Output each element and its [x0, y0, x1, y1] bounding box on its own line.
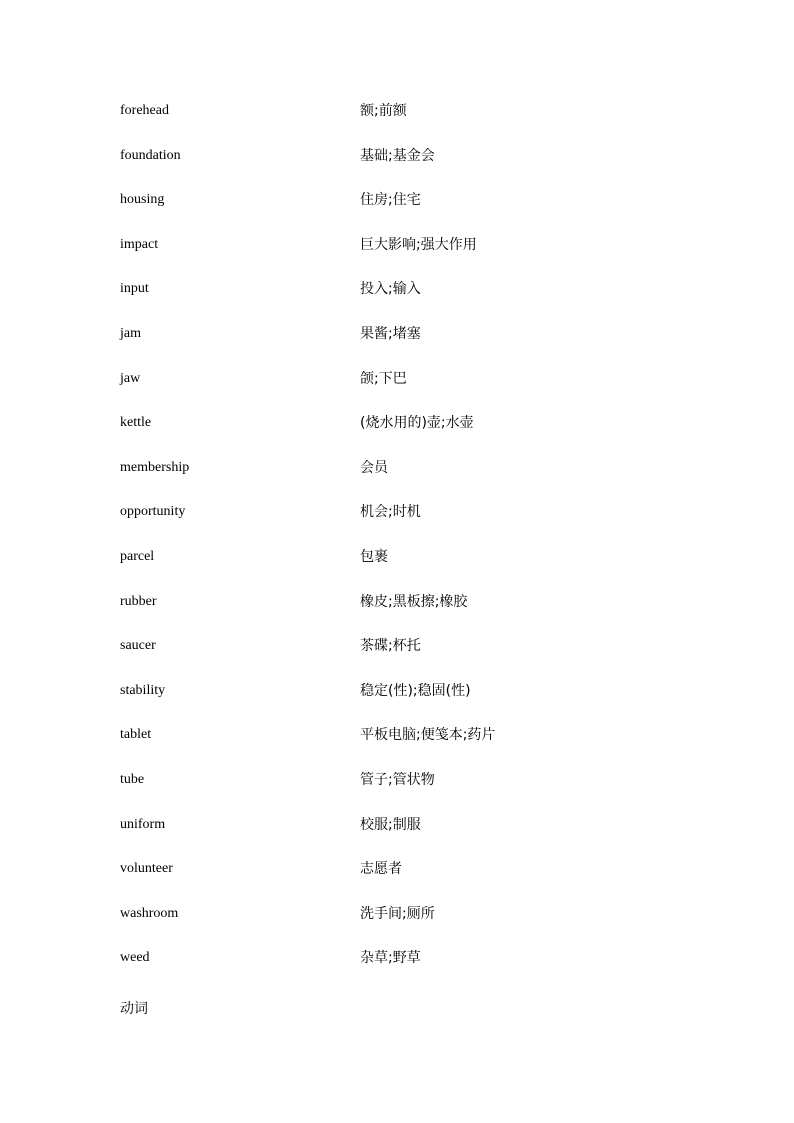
vocab-row — [120, 946, 680, 991]
vocab-row — [120, 590, 680, 635]
vocab-meaning: 基础;基金会 — [360, 147, 435, 164]
vocab-word: stability — [120, 682, 166, 698]
vocab-row — [120, 679, 680, 724]
vocab-meaning: 机会;时机 — [360, 504, 421, 521]
vocab-word: opportunity — [120, 504, 186, 520]
vocab-word: tube — [120, 771, 145, 787]
vocab-word: kettle — [120, 415, 152, 431]
vocab-word: uniform — [120, 816, 166, 832]
vocab-meaning: 巨大影响;强大作用 — [360, 236, 477, 253]
vocab-meaning: 杂草;野草 — [360, 950, 421, 967]
vocab-word: foundation — [120, 147, 181, 163]
vocab-meaning: 茶碟;杯托 — [360, 638, 421, 655]
vocab-row — [120, 813, 680, 858]
vocab-row — [120, 322, 680, 367]
vocab-word: forehead — [120, 103, 169, 118]
vocab-meaning: 校服;制服 — [360, 816, 421, 833]
vocab-word: volunteer — [120, 861, 173, 877]
vocab-meaning: 果酱;堵塞 — [360, 325, 421, 342]
vocab-row — [120, 456, 680, 501]
vocab-meaning: 会员 — [360, 459, 388, 476]
vocab-word: saucer — [120, 638, 156, 654]
vocab-meaning: 颌;下巴 — [360, 370, 407, 387]
vocab-row — [120, 634, 680, 679]
vocab-meaning: 橡皮;黑板擦;橡胶 — [360, 593, 468, 610]
vocab-meaning: 稳定(性);稳固(性) — [360, 682, 471, 699]
vocab-meaning: 投入;输入 — [360, 281, 421, 298]
vocab-word: washroom — [120, 905, 179, 921]
vocab-row — [120, 768, 680, 813]
vocab-row — [120, 367, 680, 412]
vocab-row — [120, 500, 680, 545]
vocab-row — [120, 99, 680, 144]
vocab-row — [120, 233, 680, 278]
vocab-word: housing — [120, 192, 165, 208]
vocab-row — [120, 188, 680, 233]
vocab-word: tablet — [120, 727, 152, 743]
vocab-meaning: 平板电脑;便笺本;药片 — [360, 727, 496, 744]
vocab-row — [120, 411, 680, 456]
vocab-row — [120, 902, 680, 947]
vocab-word: parcel — [120, 548, 155, 564]
vocab-meaning: 额;前额 — [360, 103, 407, 119]
vocab-row — [120, 144, 680, 189]
vocab-word: membership — [120, 459, 190, 475]
vocabulary-list — [120, 99, 680, 991]
vocab-word: jaw — [120, 370, 141, 386]
vocab-meaning: (烧水用的)壶;水壶 — [360, 415, 474, 432]
vocab-row — [120, 857, 680, 902]
vocab-meaning: 管子;管状物 — [360, 771, 435, 788]
vocab-word: rubber — [120, 593, 157, 609]
vocab-word: input — [120, 281, 149, 297]
section-heading-verbs: 动词 — [120, 1001, 148, 1017]
vocab-row — [120, 723, 680, 768]
vocab-row — [120, 277, 680, 322]
vocab-meaning: 包裹 — [360, 548, 388, 565]
vocab-word: impact — [120, 236, 159, 252]
vocab-word: weed — [120, 950, 150, 966]
vocab-meaning: 志愿者 — [360, 861, 402, 878]
vocab-word: jam — [120, 325, 141, 341]
vocab-meaning: 洗手间;厕所 — [360, 905, 435, 922]
vocab-row — [120, 545, 680, 590]
vocab-meaning: 住房;住宅 — [360, 192, 421, 209]
